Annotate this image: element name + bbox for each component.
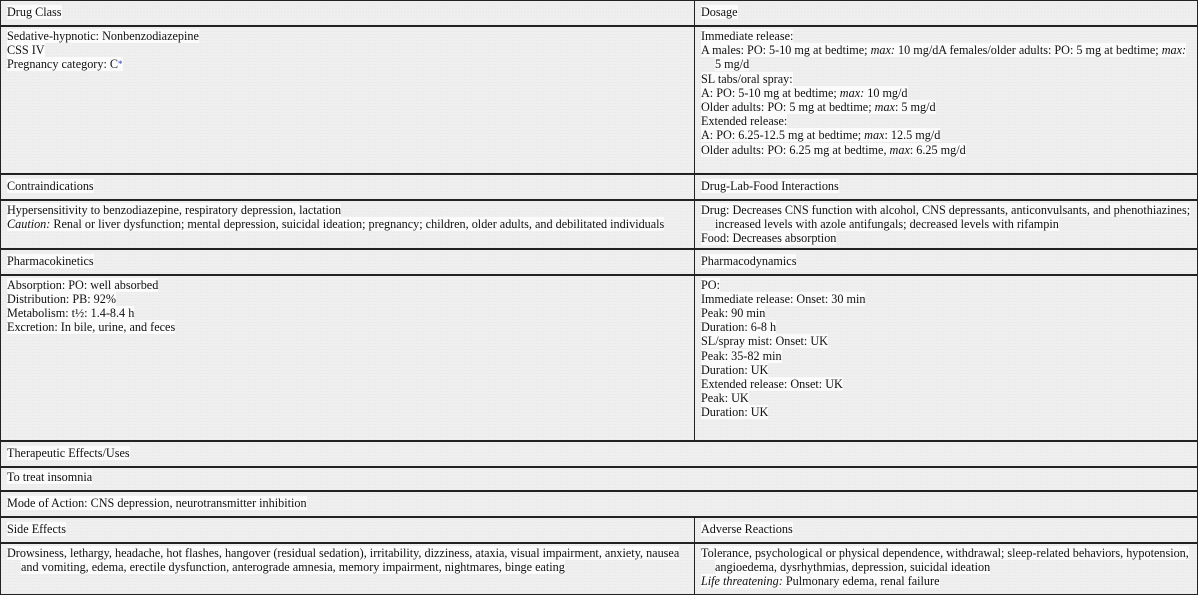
row-pk-pd [1, 275, 1198, 441]
pk-line: Excretion: In bile, urine, and feces [7, 320, 176, 335]
dosage-line: A males: PO: 5-10 mg at bedtime; max: 10 mg/dA females/older adults: PO: 5 mg at bedtime; max: 5 mg/d [701, 43, 1187, 72]
side-effects-header: Side Effects [1, 517, 695, 543]
row-mode-of-action [1, 491, 1198, 517]
pharmacokinetics-cell [1, 275, 695, 441]
dosage-line: A: PO: 5-10 mg at bedtime; max: 10 mg/d [701, 85, 908, 100]
row-side-adverse-header [1, 517, 1198, 543]
dosage-line: Older adults: PO: 5 mg at bedtime; max: 5 mg/d [701, 100, 936, 115]
drug-class-line: Sedative-hypnotic: Nonbenzodiazepine [7, 29, 199, 43]
row-contra-interactions-header [1, 174, 1198, 200]
caution-line: Caution: Renal or liver dysfunction; mental depression, suicidal ideation; pregnancy; children, older adults, and debilitated individuals [7, 217, 665, 232]
pd-line: Duration: UK [701, 362, 769, 377]
interactions-header: Drug-Lab-Food Interactions [695, 174, 1198, 200]
pk-line: Distribution: PB: 92% [7, 291, 117, 306]
therapeutic-header: Therapeutic Effects/Uses [1, 441, 1198, 467]
pharmacodynamics-header: Pharmacodynamics [695, 249, 1198, 275]
pharmacokinetics-header: Pharmacokinetics [1, 249, 695, 275]
dosage-line: Immediate release: [701, 29, 794, 43]
footnote-asterisk: * [118, 59, 123, 70]
contraindications-line: Hypersensitivity to benzodiazepine, respiratory depression, lactation [7, 203, 342, 217]
row-drug-class-dosage-header [1, 1, 1198, 27]
pk-line: Metabolism: t½: 1.4-8.4 h [7, 306, 135, 321]
pd-line: Peak: 35-82 min [701, 348, 782, 363]
row-drug-class-dosage [1, 26, 1198, 174]
pd-line: Peak: UK [701, 391, 749, 406]
row-therapeutic [1, 467, 1198, 491]
life-threatening-line: Life threatening: Pulmonary edema, renal failure [701, 574, 940, 589]
food-interaction-line: Food: Decreases absorption [701, 231, 837, 246]
dosage-line: Extended release: [701, 114, 788, 129]
contraindications-cell [1, 200, 695, 249]
drug-class-line: Pregnancy category: C* [7, 57, 123, 72]
row-pk-pd-header [1, 249, 1198, 275]
dosage-cell [695, 26, 1198, 174]
drug-class-header: Drug Class [1, 1, 695, 27]
pd-line: Duration: 6-8 h [701, 320, 777, 335]
pk-line: Absorption: PO: well absorbed [7, 277, 159, 292]
contraindications-header: Contraindications [1, 174, 695, 200]
side-effects-cell [1, 543, 695, 595]
dosage-line: SL tabs/oral spray: [701, 71, 793, 86]
pd-line: SL/spray mist: Onset: UK [701, 334, 828, 349]
drug-interaction-line: Drug: Decreases CNS function with alcohol, CNS depressants, anticonvulsants, and phenothiazines; increased levels with azole antifungals; decreased levels with rifampin [701, 203, 1191, 232]
drug-class-cell [1, 26, 695, 174]
row-therapeutic-header [1, 441, 1198, 467]
row-side-adverse [1, 543, 1198, 595]
interactions-cell [695, 200, 1198, 249]
pd-line: Duration: UK [701, 405, 769, 420]
dosage-line: Older adults: PO: 6.25 mg at bedtime, max: 6.25 mg/d [701, 142, 966, 157]
dosage-line: A: PO: 6.25-12.5 mg at bedtime; max: 12.5 mg/d [701, 128, 941, 143]
dosage-header: Dosage [695, 1, 1198, 27]
pd-line: Extended release: Onset: UK [701, 377, 843, 392]
adverse-reactions-cell [695, 543, 1198, 595]
side-effects-line: Drowsiness, lethargy, headache, hot flashes, hangover (residual sedation), irritability, dizziness, ataxia, visual impairment, anxiety, nausea and vomiting, edema, erectile dysfunction, anterograde amnesia, memory impairment, nightmares, binge eating [7, 545, 680, 574]
adverse-reactions-header: Adverse Reactions [695, 517, 1198, 543]
drug-class-line: CSS IV [7, 43, 45, 58]
adverse-reactions-line: Tolerance, psychological or physical dependence, withdrawal; sleep-related behaviors, hypotension, angioedema, dysrhythmias, depression, suicidal ideation [701, 545, 1189, 574]
mode-of-action-cell: Mode of Action: CNS depression, neurotransmitter inhibition [1, 491, 1198, 517]
pd-line: Immediate release: Onset: 30 min [701, 291, 866, 306]
pd-line: PO: [701, 277, 720, 292]
row-contra-interactions [1, 200, 1198, 249]
pd-line: Peak: 90 min [701, 306, 766, 321]
pharmacodynamics-cell [695, 275, 1198, 441]
therapeutic-cell: To treat insomnia [1, 467, 1198, 491]
